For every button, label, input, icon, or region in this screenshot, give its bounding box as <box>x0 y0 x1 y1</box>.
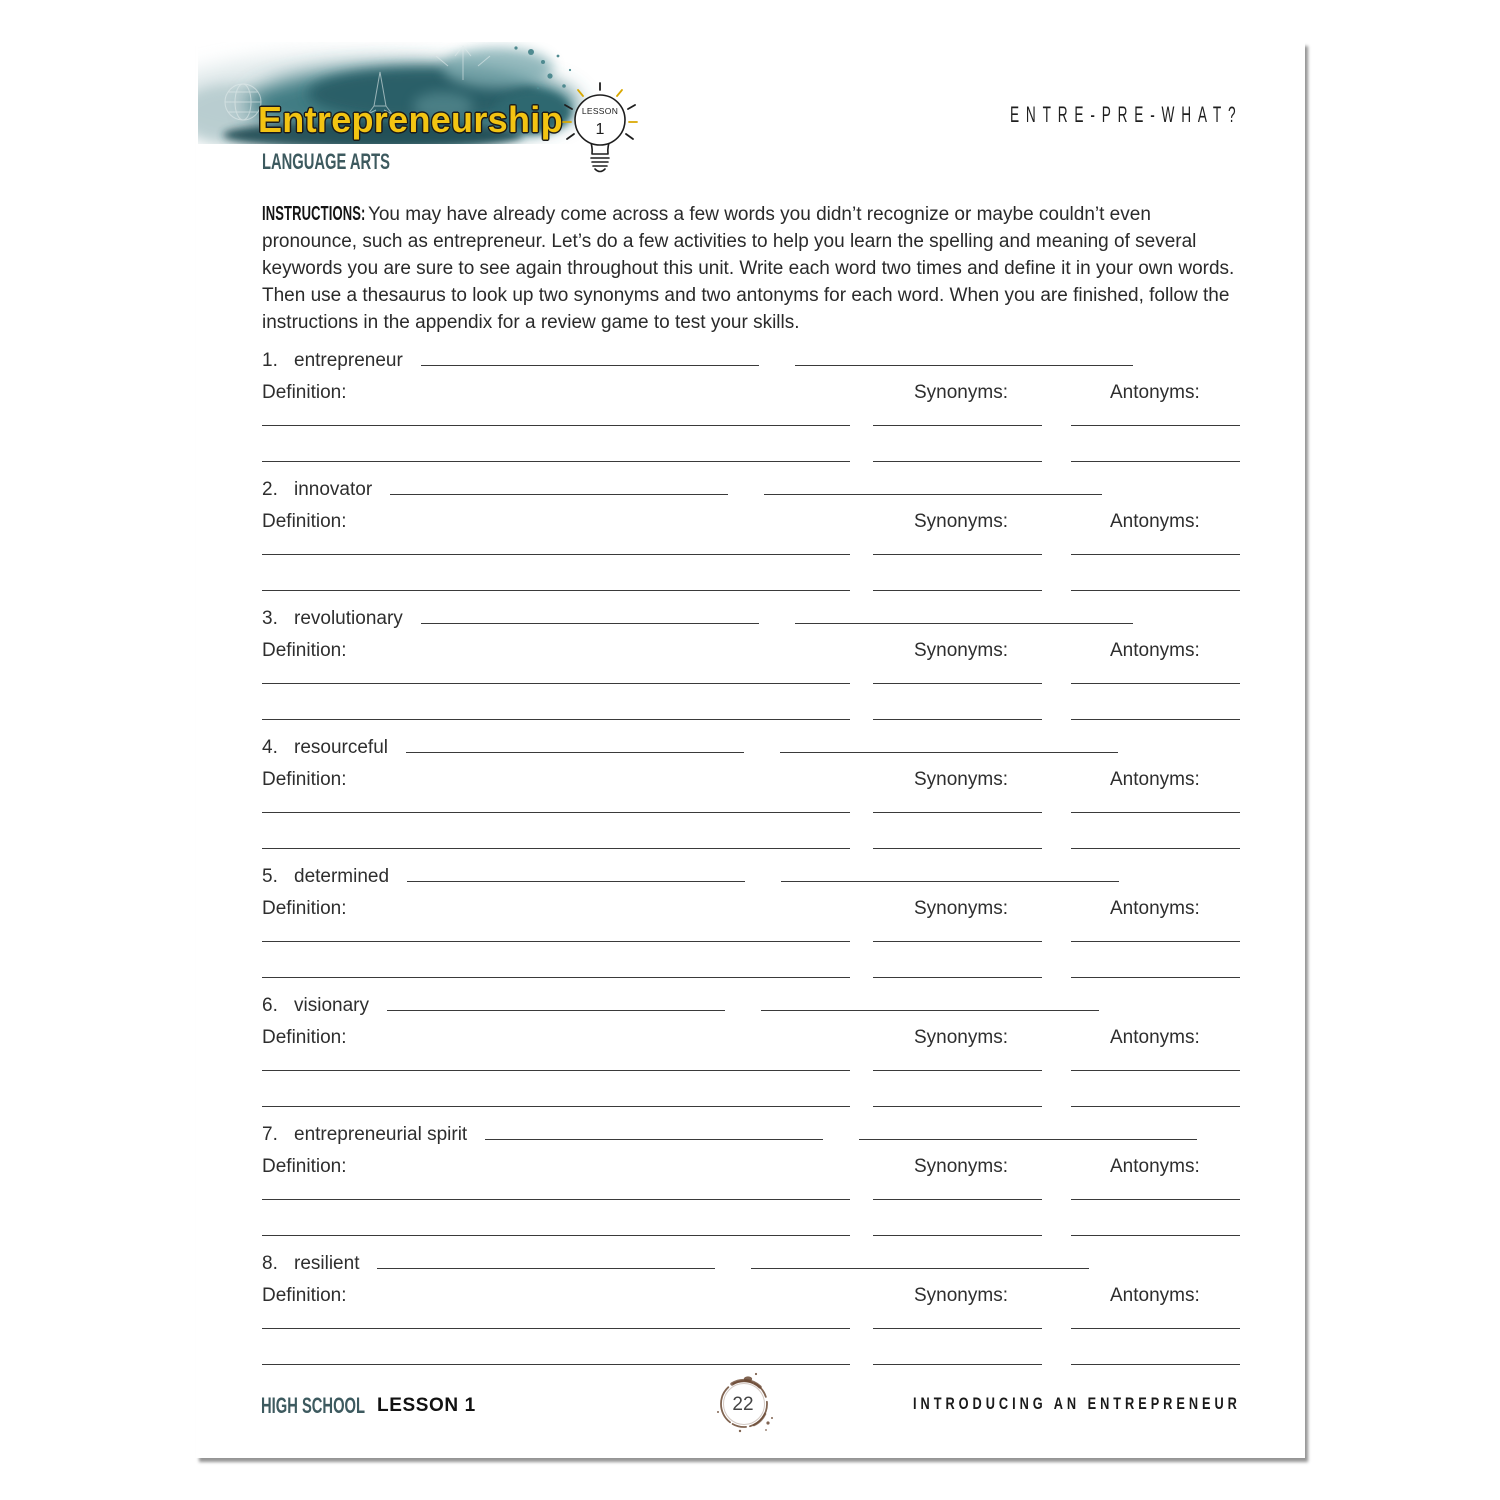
instructions-line <box>262 228 1234 255</box>
word-practice-line[interactable] <box>795 365 1133 366</box>
antonym-line[interactable] <box>1071 425 1240 426</box>
instructions-paragraph <box>262 201 1234 336</box>
antonym-line[interactable] <box>1071 461 1240 462</box>
word-practice-line[interactable] <box>407 881 745 882</box>
word-practice-line[interactable] <box>859 1139 1197 1140</box>
vocabulary-word: entrepreneur <box>294 350 403 371</box>
entry-number: 1. <box>262 350 278 371</box>
entry-number: 8. <box>262 1253 278 1274</box>
instructions-line <box>262 309 1234 336</box>
definition-line[interactable] <box>262 1199 850 1200</box>
synonyms-label: Synonyms: <box>914 898 1008 919</box>
synonym-line[interactable] <box>873 1199 1042 1200</box>
definition-line[interactable] <box>262 1106 850 1107</box>
antonyms-label: Antonyms: <box>1110 640 1200 661</box>
definition-line[interactable] <box>262 941 850 942</box>
antonym-line[interactable] <box>1071 941 1240 942</box>
vocabulary-entry <box>262 1122 1242 1251</box>
antonyms-label: Antonyms: <box>1110 1285 1200 1306</box>
footer-section-title: INTRODUCING AN ENTREPRENEUR <box>913 1394 1241 1413</box>
definition-row <box>262 1154 1242 1180</box>
definition-label: Definition: <box>262 382 347 403</box>
instructions-text: keywords you are sure to see again throughout this unit. Write each word two times and define it in your own words. <box>262 258 1235 279</box>
entry-number: 4. <box>262 737 278 758</box>
definition-line[interactable] <box>262 1328 850 1329</box>
synonym-line[interactable] <box>873 719 1042 720</box>
word-practice-line[interactable] <box>406 752 744 753</box>
synonym-line[interactable] <box>873 1364 1042 1365</box>
word-practice-line[interactable] <box>761 1010 1099 1011</box>
word-practice-line[interactable] <box>795 623 1133 624</box>
instructions-line <box>262 255 1234 282</box>
synonyms-label: Synonyms: <box>914 640 1008 661</box>
definition-label: Definition: <box>262 769 347 790</box>
page-number: 22 <box>732 1394 754 1415</box>
antonym-line[interactable] <box>1071 719 1240 720</box>
definition-line[interactable] <box>262 590 850 591</box>
lesson-badge-number: 1 <box>595 121 605 138</box>
instructions-text: instructions in the appendix for a review game to test your skills. <box>262 312 800 333</box>
synonyms-label: Synonyms: <box>914 1156 1008 1177</box>
instructions-line <box>262 282 1234 309</box>
antonym-line[interactable] <box>1071 554 1240 555</box>
footer-lesson: LESSON 1 <box>377 1395 476 1416</box>
entry-number: 2. <box>262 479 278 500</box>
definition-line[interactable] <box>262 812 850 813</box>
definition-line[interactable] <box>262 425 850 426</box>
definition-line[interactable] <box>262 683 850 684</box>
word-practice-line[interactable] <box>421 365 759 366</box>
word-row <box>262 993 1099 1019</box>
vocabulary-entry <box>262 606 1242 735</box>
antonyms-label: Antonyms: <box>1110 1156 1200 1177</box>
synonym-line[interactable] <box>873 1070 1042 1071</box>
vocabulary-word: determined <box>294 866 390 887</box>
synonym-line[interactable] <box>873 1106 1042 1107</box>
definition-line[interactable] <box>262 1235 850 1236</box>
antonyms-label: Antonyms: <box>1110 511 1200 532</box>
definition-label: Definition: <box>262 898 347 919</box>
definition-line[interactable] <box>262 848 850 849</box>
definition-line[interactable] <box>262 1070 850 1071</box>
subject-label: LANGUAGE ARTS <box>262 149 391 174</box>
vocabulary-entry <box>262 348 1242 477</box>
vocabulary-entry <box>262 864 1242 993</box>
word-row <box>262 1122 1197 1148</box>
instructions-label <box>262 201 366 228</box>
entry-number: 7. <box>262 1124 278 1145</box>
definition-line[interactable] <box>262 719 850 720</box>
definition-row <box>262 638 1242 664</box>
word-practice-line[interactable] <box>377 1268 715 1269</box>
synonym-line[interactable] <box>873 1328 1042 1329</box>
antonym-line[interactable] <box>1071 1235 1240 1236</box>
definition-label: Definition: <box>262 1285 347 1306</box>
definition-row <box>262 1025 1242 1051</box>
word-practice-line[interactable] <box>780 752 1118 753</box>
vocabulary-entry <box>262 1251 1242 1380</box>
definition-row <box>262 1283 1242 1309</box>
word-practice-line[interactable] <box>781 881 1119 882</box>
synonyms-label: Synonyms: <box>914 769 1008 790</box>
word-practice-line[interactable] <box>751 1268 1089 1269</box>
definition-line[interactable] <box>262 554 850 555</box>
definition-row <box>262 767 1242 793</box>
antonym-line[interactable] <box>1071 683 1240 684</box>
instructions-text: You may have already come across a few words you didn’t recognize or maybe couldn’t even <box>367 204 1151 225</box>
synonyms-label: Synonyms: <box>914 382 1008 403</box>
antonym-line[interactable] <box>1071 1328 1240 1329</box>
antonym-line[interactable] <box>1071 1070 1240 1071</box>
instructions-line <box>262 201 1234 228</box>
antonyms-label: Antonyms: <box>1110 769 1200 790</box>
vocabulary-word: visionary <box>294 995 369 1016</box>
antonym-line[interactable] <box>1071 1364 1240 1365</box>
antonyms-label: Antonyms: <box>1110 382 1200 403</box>
word-practice-line[interactable] <box>390 494 728 495</box>
word-practice-line[interactable] <box>485 1139 823 1140</box>
antonym-line[interactable] <box>1071 812 1240 813</box>
lesson-badge-label: LESSON <box>581 106 619 116</box>
antonym-line[interactable] <box>1071 977 1240 978</box>
definition-label: Definition: <box>262 640 347 661</box>
antonym-line[interactable] <box>1071 1199 1240 1200</box>
definition-label: Definition: <box>262 511 347 532</box>
definition-line[interactable] <box>262 1364 850 1365</box>
vocabulary-entry <box>262 477 1242 606</box>
lightbulb-icon <box>560 78 644 176</box>
definition-row <box>262 896 1242 922</box>
series-title: Entrepreneurship <box>258 99 563 140</box>
synonyms-label: Synonyms: <box>914 1285 1008 1306</box>
vocabulary-word: resilient <box>294 1253 360 1274</box>
word-practice-line[interactable] <box>387 1010 725 1011</box>
synonym-line[interactable] <box>873 977 1042 978</box>
definition-row <box>262 509 1242 535</box>
vocabulary-word: innovator <box>294 479 373 500</box>
footer-level: HIGH SCHOOL <box>261 1393 366 1418</box>
vocabulary-entry <box>262 993 1242 1122</box>
synonym-line[interactable] <box>873 683 1042 684</box>
word-practice-line[interactable] <box>764 494 1102 495</box>
definition-line[interactable] <box>262 977 850 978</box>
antonym-line[interactable] <box>1071 1106 1240 1107</box>
entry-number: 6. <box>262 995 278 1016</box>
page-heading: ENTRE-PRE-WHAT? <box>1010 102 1243 127</box>
synonym-line[interactable] <box>873 941 1042 942</box>
synonym-line[interactable] <box>873 554 1042 555</box>
antonym-line[interactable] <box>1071 848 1240 849</box>
entry-number: 3. <box>262 608 278 629</box>
word-row <box>262 606 1133 632</box>
antonym-line[interactable] <box>1071 590 1240 591</box>
vocabulary-word: entrepreneurial spirit <box>294 1124 468 1145</box>
vocabulary-word: resourceful <box>294 737 388 758</box>
synonym-line[interactable] <box>873 425 1042 426</box>
synonym-line[interactable] <box>873 1235 1042 1236</box>
synonym-line[interactable] <box>873 461 1042 462</box>
vocabulary-word: revolutionary <box>294 608 403 629</box>
definition-label: Definition: <box>262 1156 347 1177</box>
word-practice-line[interactable] <box>421 623 759 624</box>
synonyms-label: Synonyms: <box>914 511 1008 532</box>
instructions-label-text: INSTRUCTIONS: <box>262 203 366 225</box>
instructions-text: pronounce, such as entrepreneur. Let’s do a few activities to help you learn the spelling and meaning of several <box>262 231 1197 252</box>
definition-label: Definition: <box>262 1027 347 1048</box>
word-row <box>262 477 1102 503</box>
antonyms-label: Antonyms: <box>1110 898 1200 919</box>
synonym-line[interactable] <box>873 848 1042 849</box>
synonyms-label: Synonyms: <box>914 1027 1008 1048</box>
antonyms-label: Antonyms: <box>1110 1027 1200 1048</box>
word-row <box>262 1251 1089 1277</box>
word-row <box>262 735 1118 761</box>
word-row <box>262 864 1119 890</box>
word-row <box>262 348 1133 374</box>
definition-line[interactable] <box>262 461 850 462</box>
instructions-text: Then use a thesaurus to look up two synonyms and two antonyms for each word. When you are finished, follow the <box>262 285 1230 306</box>
entry-number: 5. <box>262 866 278 887</box>
vocabulary-entry <box>262 735 1242 864</box>
definition-row <box>262 380 1242 406</box>
synonym-line[interactable] <box>873 812 1042 813</box>
synonym-line[interactable] <box>873 590 1042 591</box>
